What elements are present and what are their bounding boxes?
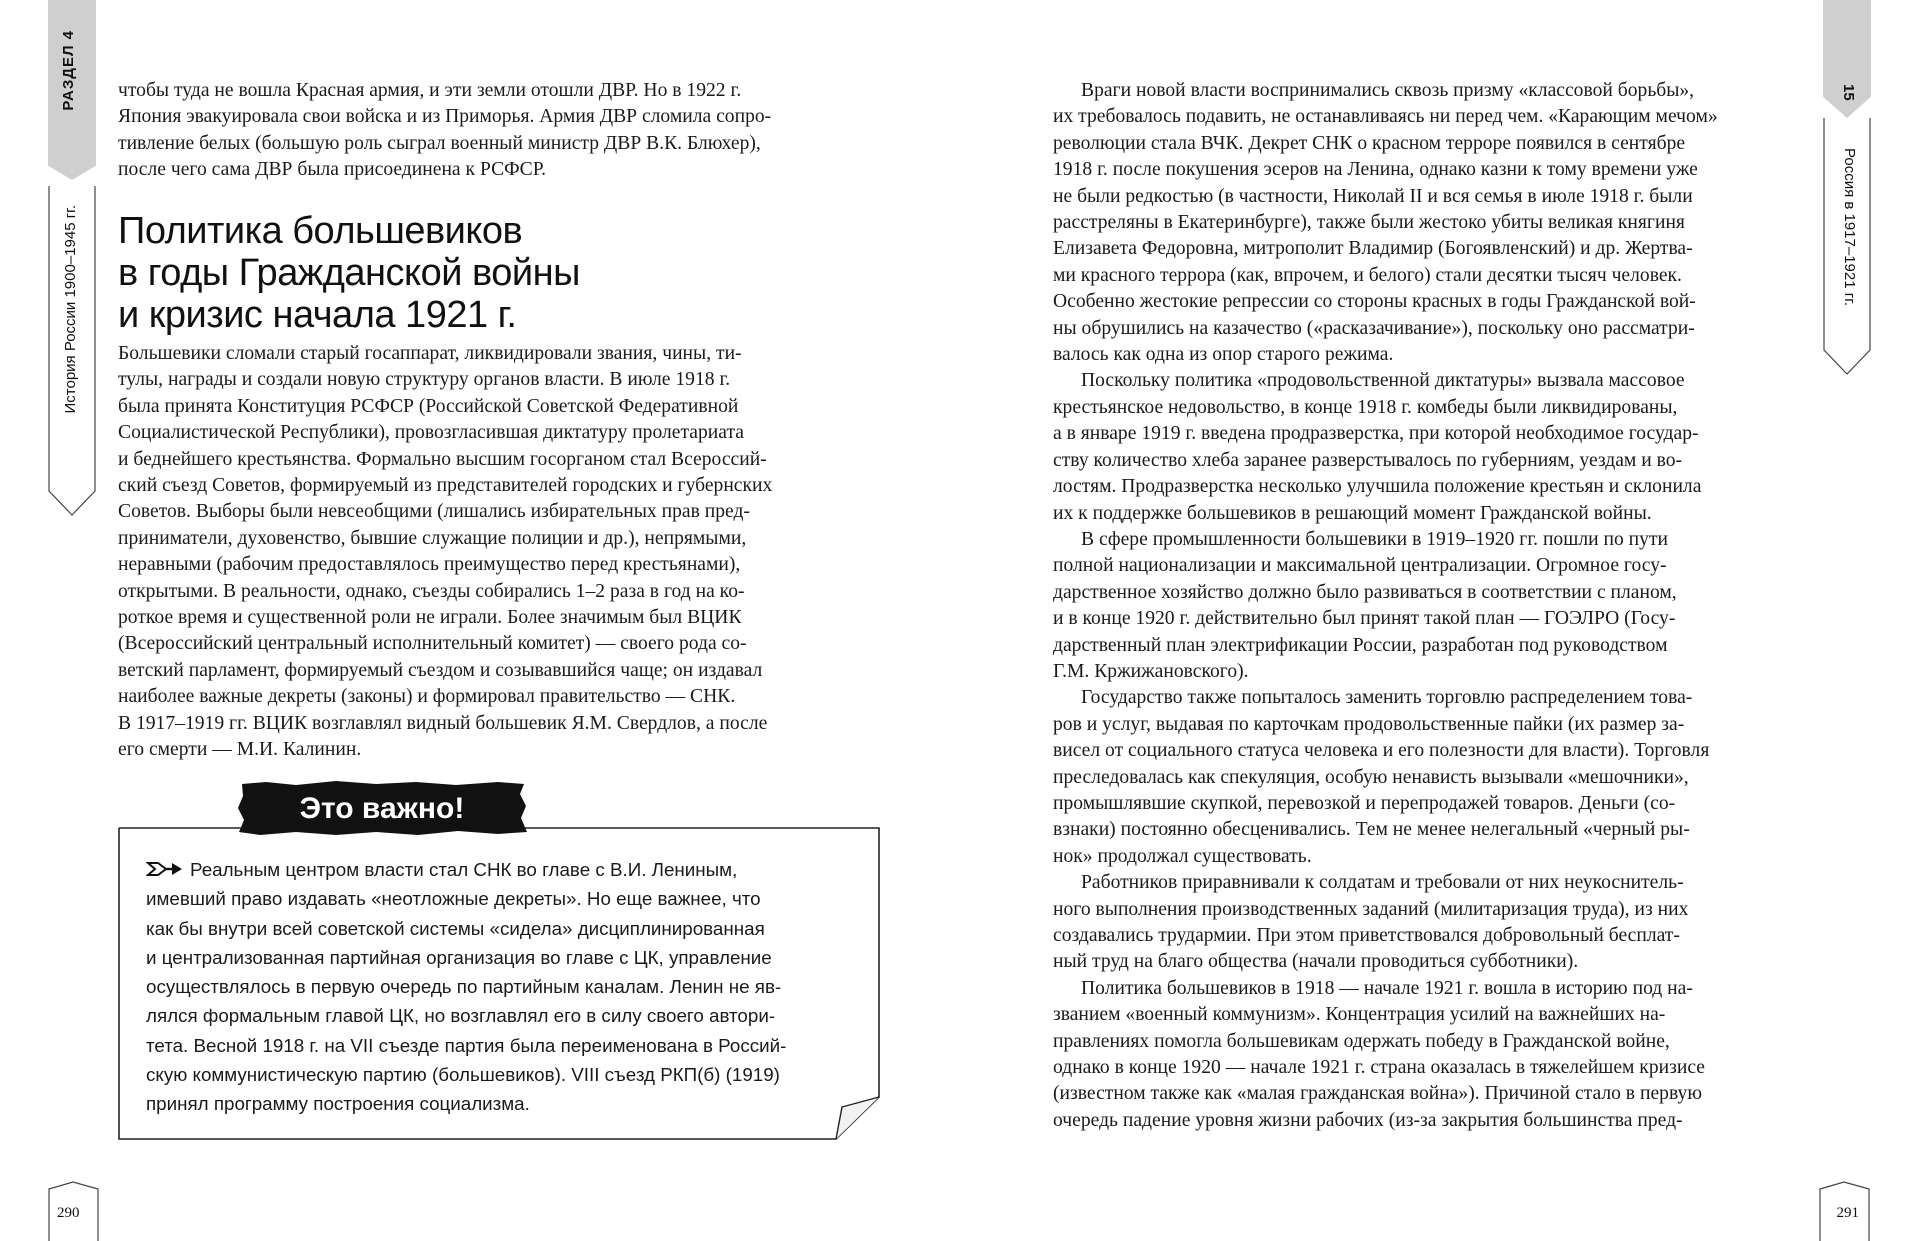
heading-line: и кризис начала 1921 г. <box>118 294 517 336</box>
heading-line: в годы Гражданской войны <box>118 252 580 294</box>
book-title-tab-label: История России 1900–1945 гг. <box>62 205 79 414</box>
important-line: как бы внутри всей советской системы «сидела» дисциплинированная <box>146 917 765 939</box>
text-line: наиболее важные декреты (законы) и формировал правительство — СНК. <box>118 686 736 708</box>
paragraph <box>1053 976 1817 1134</box>
important-line: имевший право издавать «неотложные декреты». Но еще важнее, что <box>146 888 761 910</box>
text-line: и беднейшего крестьянства. Формально высшим госорганом стал Всероссий- <box>118 448 767 470</box>
important-title: Это важно! <box>299 792 465 825</box>
text-line: и в конце 1920 г. действительно был принят такой план — ГОЭЛРО (Госу- <box>1053 608 1676 630</box>
text-line: (известном также как «малая гражданская война»). Причиной стало в первую <box>1053 1083 1702 1105</box>
text-line: неравными (рабочим предоставлялось преимущество перед крестьянами), <box>118 554 741 576</box>
text-line: полной национализации и максимальной централизации. Огромное госу- <box>1053 555 1667 577</box>
text-line: ский съезд Советов, формируемый из представителей городских и губернских <box>118 475 773 497</box>
important-line: осуществлялось в первую очередь по партийным каналам. Ленин не яв- <box>146 976 782 998</box>
text-line: их к поддержке большевиков в решающий момент Гражданской войны. <box>1053 502 1652 524</box>
text-line: ветский парламент, формируемый съездом и созывавшийся чаще; он издавал <box>118 659 763 681</box>
paragraph <box>1053 368 1817 526</box>
important-line: тета. Весной 1918 г. на VII съезде партия была переименована в Россий- <box>146 1034 787 1056</box>
text-line: открытыми. В реальности, однако, съезды собирались 1–2 раза в год на ко- <box>118 580 745 602</box>
text-line: приниматели, духовенство, бывшие служащие полиции и др.), непрямыми, <box>118 527 747 549</box>
paragraph <box>1053 685 1817 870</box>
text-line: Большевики сломали старый госаппарат, ликвидировали звания, чины, ти- <box>118 343 742 364</box>
text-line: его смерти — М.И. Калинин. <box>118 739 362 761</box>
text-line: В 1917–1919 гг. ВЦИК возглавлял видный большевик Я.М. Свердлов, а после <box>118 712 768 734</box>
text-line: Социалистической Республики), провозгласившая диктатуру пролетариата <box>118 422 744 444</box>
text-line: тулы, награды и создали новую структуру органов власти. В июле 1918 г. <box>118 369 731 391</box>
text-line: очередь падение уровня жизни рабочих (из-за закрытия большинства пред- <box>1053 1109 1683 1131</box>
paragraph <box>1053 870 1817 976</box>
section-tab-label: РАЗДЕЛ 4 <box>60 30 77 111</box>
paragraph <box>1053 527 1817 685</box>
text-line: преследовалась как спекуляция, особую ненависть вызывали «мешочники», <box>1053 766 1689 788</box>
text-line: нок» продолжал существовать. <box>1053 845 1312 867</box>
text-line: Враги новой власти воспринимались сквозь призму «классовой борьбы», <box>1081 80 1695 101</box>
right-page <box>957 0 1914 1241</box>
text-line: Г.М. Кржижановского). <box>1053 660 1249 682</box>
text-line: дарственный план электрификации России, разработан под руководством <box>1053 634 1668 656</box>
paragraph <box>1053 78 1817 368</box>
text-line: взнаки) постоянно обесценивались. Тем не менее нелегальный «черный ры- <box>1053 819 1690 841</box>
text-line: была принята Конституция РСФСР (Российской Советской Федеративной <box>118 395 739 417</box>
important-line: принял программу построения социализма. <box>146 1093 530 1115</box>
intro-text <box>118 78 880 184</box>
text-line: Поскольку политика «продовольственной диктатуры» вызвала массовое <box>1081 370 1685 392</box>
body-text <box>118 341 880 764</box>
text-line: роткое время и существенной роли не играли. Более значимым был ВЦИК <box>118 607 742 629</box>
text-line: дарственное хозяйство должно было развиваться в соответствии с планом, <box>1053 581 1677 603</box>
text-line: ный труд на благо общества (начали проводиться субботники). <box>1053 951 1579 973</box>
text-line: их требовалось подавить, не останавливаясь ни перед чем. «Карающим мечом» <box>1053 106 1718 128</box>
chapter-number: 15 <box>1840 84 1857 101</box>
text-line: Елизавета Федоровна, митрополит Владимир (Богоявленский) и др. Жертва- <box>1053 238 1693 260</box>
text-line: промышлявшие скупкой, перевозкой и перепродажей товаров. Деньги (со- <box>1053 792 1676 814</box>
text-line: (Всероссийский центральный исполнительный комитет) — своего рода со- <box>118 633 747 655</box>
text-line: ного выполнения производственных заданий (милитаризация труда), из них <box>1053 898 1689 920</box>
text-line: правлениях помогла большевикам одержать победу в Гражданской войне, <box>1053 1030 1670 1052</box>
text-line: не были редкостью (в частности, Николай II и вся семья в июле 1918 г. были <box>1053 185 1693 207</box>
text-line: однако в конце 1920 — начале 1921 г. страна оказалась в тяжелейшем кризисе <box>1053 1057 1705 1079</box>
text-line: чтобы туда не вошла Красная армия, и эти земли отошли ДВР. Но в 1922 г. <box>118 80 742 101</box>
page-number: 291 <box>1836 1205 1859 1221</box>
right-body-text <box>1053 78 1817 1134</box>
important-line <box>146 855 866 884</box>
text-line: Советов. Выборы были невсеобщими (лишались избирательных прав пред- <box>118 501 750 523</box>
arrow-pointer-icon <box>146 860 184 878</box>
text-line: ми красного террора (как, впрочем, и белого) стали десятки тысяч человек. <box>1053 264 1682 286</box>
text-line: Государство также попыталось заменить торговлю распределением това- <box>1081 687 1693 709</box>
important-text <box>146 855 866 1119</box>
text-line: революции стала ВЧК. Декрет СНК о красном терроре появился в сентябре <box>1053 132 1686 154</box>
text-line: валось как одна из опор старого режима. <box>1053 344 1394 366</box>
text-line: а в январе 1919 г. введена продразверстка, при которой необходимое государ- <box>1053 423 1699 445</box>
text-line: крестьянское недовольство, в конце 1918 г. комбеды были ликвидированы, <box>1053 396 1678 418</box>
section-heading <box>118 210 768 336</box>
text-line: ству количество хлеба заранее разверстывалось по губерниям, уездам и во- <box>1053 449 1683 471</box>
important-line: и централизованная партийная организация во главе с ЦК, управление <box>146 946 772 968</box>
text-line: Работников приравнивали к солдатам и требовали от них неукоснитель- <box>1081 872 1684 894</box>
text-line: тивление белых (большую роль сыграл военный министр ДВР В.К. Блюхер), <box>118 132 761 154</box>
text-line: висел от социального статуса человека и его полезности для власти). Торговля <box>1053 740 1710 762</box>
important-line: скую коммунистическую партию (большевиков). VIII съезд РКП(б) (1919) <box>146 1064 780 1086</box>
text-line: после чего сама ДВР была присоединена к РСФСР. <box>118 159 547 181</box>
text-line: лостям. Продразверстка несколько улучшила положение крестьян и склонила <box>1053 476 1702 498</box>
important-line: лялся формальным главой ЦК, но возглавлял его в силу своего автори- <box>146 1005 776 1027</box>
text-line: ны обрушились на казачество («расказачивание»), поскольку оно рассматри- <box>1053 317 1695 339</box>
text-line: Политика большевиков в 1918 — начале 1921 г. вошла в историю под на- <box>1081 977 1693 999</box>
page-number: 290 <box>57 1205 80 1221</box>
text-line: Япония эвакуировала свои войска и из Приморья. Армия ДВР сломила сопро- <box>118 106 772 128</box>
text-line: Особенно жестокие репрессии со стороны красных в годы Гражданской вой- <box>1053 291 1696 313</box>
text-line: В сфере промышленности большевики в 1919–1920 гг. пошли по пути <box>1081 528 1668 550</box>
text-line: 1918 г. после покушения эсеров на Ленина, однако казни к тому времени уже <box>1053 159 1698 181</box>
chapter-title-tab-label: Россия в 1917–1921 гг. <box>1841 148 1858 307</box>
text-line: званием «военный коммунизм». Концентрация усилий на важнейших на- <box>1053 1004 1666 1026</box>
text-line: ров и услуг, выдавая по карточкам продовольственные пайки (их размер за- <box>1053 713 1685 735</box>
text-line: расстреляны в Екатеринбурге), также были жестоко убиты великая княгиня <box>1053 212 1685 234</box>
heading-line: Политика большевиков <box>118 210 523 252</box>
important-line-text: Реальным центром власти стал СНК во главе с В.И. Лениным, <box>190 859 738 880</box>
text-line: создавались трудармии. При этом приветствовался добровольный бесплат- <box>1053 925 1680 946</box>
